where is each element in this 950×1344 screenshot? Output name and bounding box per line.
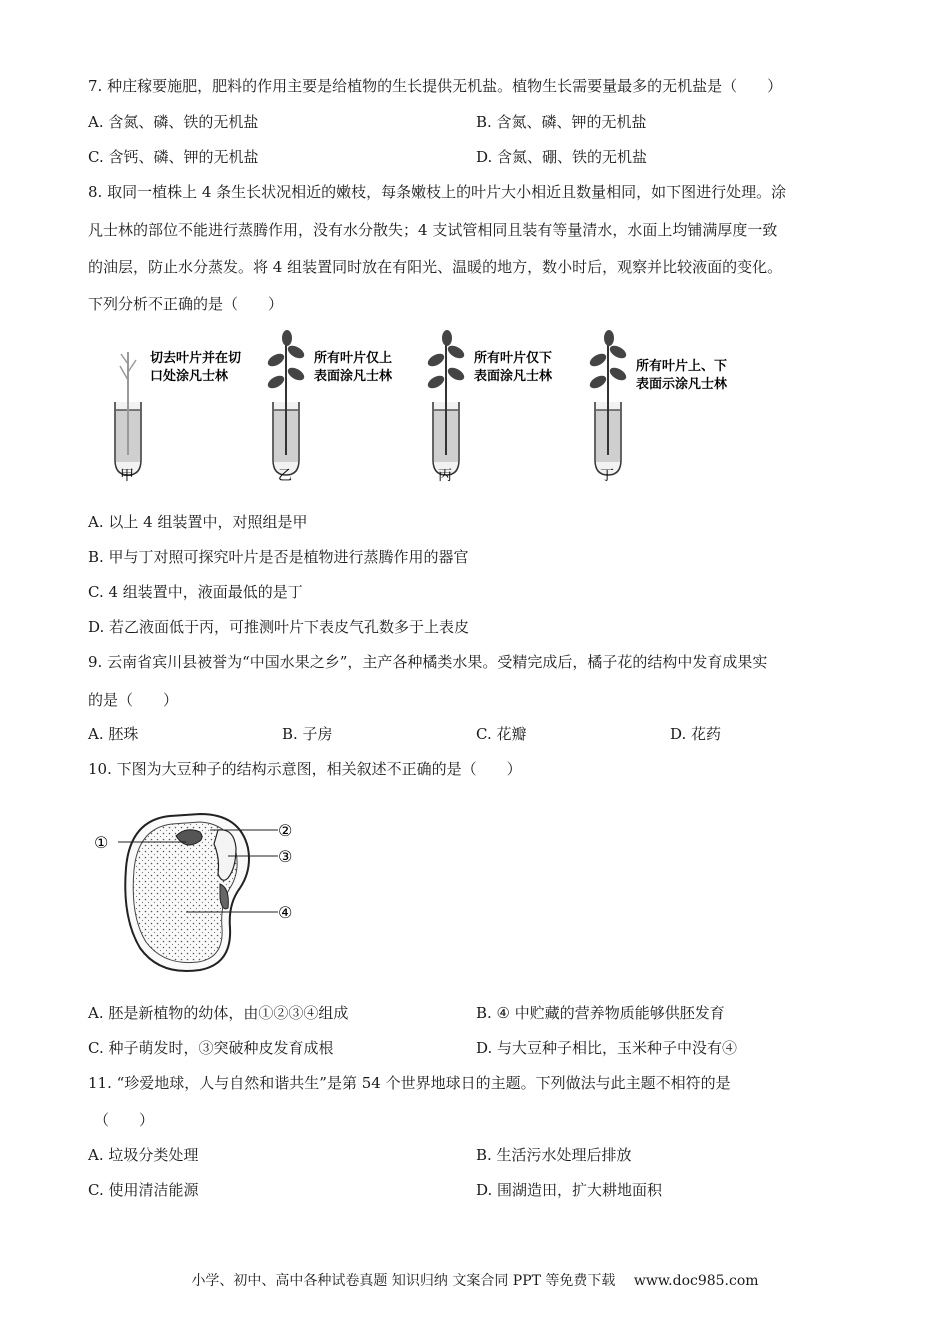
tube-ding — [588, 330, 629, 475]
q8-stem-line-3: 的油层，防止水分蒸发。将 4 组装置同时放在有阳光、温暖的地方，数小时后，观察并比较液面的变化。 — [88, 258, 783, 276]
q9-option-c: C. 花瓣 — [476, 725, 527, 743]
seed-label-2: ② — [278, 821, 293, 840]
seed-label-4: ④ — [278, 903, 293, 922]
q10-stem: 10. 下图为大豆种子的结构示意图，相关叙述不正确的是（ ） — [88, 760, 522, 778]
label-jia: 甲 — [120, 468, 134, 484]
q11-stem-line-1: 11. “珍爱地球，人与自然和谐共生”是第 54 个世界地球日的主题。下列做法与此主题不相符的是 — [88, 1074, 731, 1092]
q10-option-b: B. ④ 中贮藏的营养物质能够供胚发育 — [476, 1004, 725, 1022]
q8-option-d: D. 若乙液面低于丙，可推测叶片下表皮气孔数多于上表皮 — [88, 618, 470, 636]
q11-option-d: D. 围湖造田，扩大耕地面积 — [476, 1181, 663, 1199]
q7-option-a: A. 含氮、磷、铁的无机盐 — [88, 113, 259, 131]
tube-yi — [266, 330, 307, 475]
seed-label-3: ③ — [278, 847, 293, 866]
q9-stem-line-2: 的是（ ） — [88, 691, 179, 709]
q9-stem-line-1: 9. 云南省宾川县被誉为“中国水果之乡”，主产各种橘类水果。受精完成后，橘子花的结构中发育成果实 — [88, 653, 768, 671]
q10-soybean-seed-figure — [90, 808, 320, 978]
q8-option-a: A. 以上 4 组装置中，对照组是甲 — [88, 513, 308, 531]
q9-option-b: B. 子房 — [282, 725, 333, 743]
tube-jia — [115, 352, 141, 475]
q8-transpiration-figure — [100, 330, 780, 490]
q11-option-c: C. 使用清洁能源 — [88, 1181, 199, 1199]
q8-stem-line-1: 8. 取同一植株上 4 条生长状况相近的嫩枝，每条嫩枝上的叶片大小相近且数量相同，如下图进行处理。涂 — [88, 183, 787, 201]
label-bing: 丙 — [438, 468, 452, 484]
note-jia-line-2: 口处涂凡士林 — [150, 369, 229, 384]
q10-option-c: C. 种子萌发时，③突破种皮发育成根 — [88, 1039, 334, 1057]
page-footer: 小学、初中、高中各种试卷真题 知识归纳 文案合同 PPT 等免费下载 www.doc985.com — [191, 1273, 759, 1289]
q7-stem: 7. 种庄稼要施肥，肥料的作用主要是给植物的生长提供无机盐。植物生长需要量最多的无机盐是（ ） — [88, 77, 783, 95]
q8-option-c: C. 4 组装置中，液面最低的是丁 — [88, 583, 303, 601]
q8-stem-line-2: 凡士林的部位不能进行蒸腾作用，没有水分散失；4 支试管相同且装有等量清水，水面上均铺满厚度一致 — [88, 221, 778, 239]
note-ding-line-2: 表面示涂凡士林 — [636, 377, 728, 392]
label-ding: 丁 — [600, 468, 614, 484]
label-yi: 乙 — [278, 468, 292, 484]
q7-option-d: D. 含氮、硼、铁的无机盐 — [476, 148, 648, 166]
note-yi-line-1: 所有叶片仅上 — [314, 351, 393, 366]
q8-stem-line-4: 下列分析不正确的是（ ） — [88, 295, 284, 313]
q8-option-b: B. 甲与丁对照可探究叶片是否是植物进行蒸腾作用的器官 — [88, 548, 469, 566]
q11-option-b: B. 生活污水处理后排放 — [476, 1146, 632, 1164]
tube-bing — [426, 330, 467, 475]
q10-option-d: D. 与大豆种子相比，玉米种子中没有④ — [476, 1039, 738, 1057]
note-bing-line-2: 表面涂凡士林 — [474, 369, 553, 384]
note-ding-line-1: 所有叶片上、下 — [636, 359, 728, 374]
q10-option-a: A. 胚是新植物的幼体，由①②③④组成 — [88, 1004, 349, 1022]
q11-stem-line-2: （ ） — [94, 1111, 155, 1129]
q7-option-c: C. 含钙、磷、钾的无机盐 — [88, 148, 259, 166]
seed-label-1: ① — [94, 833, 109, 852]
q7-option-b: B. 含氮、磷、钾的无机盐 — [476, 113, 647, 131]
q9-option-a: A. 胚珠 — [88, 725, 139, 743]
note-bing-line-1: 所有叶片仅下 — [474, 351, 553, 366]
note-yi-line-2: 表面涂凡士林 — [314, 369, 393, 384]
q9-option-d: D. 花药 — [670, 725, 722, 743]
note-jia-line-1: 切去叶片并在切 — [150, 351, 242, 366]
q11-option-a: A. 垃圾分类处理 — [88, 1146, 199, 1164]
